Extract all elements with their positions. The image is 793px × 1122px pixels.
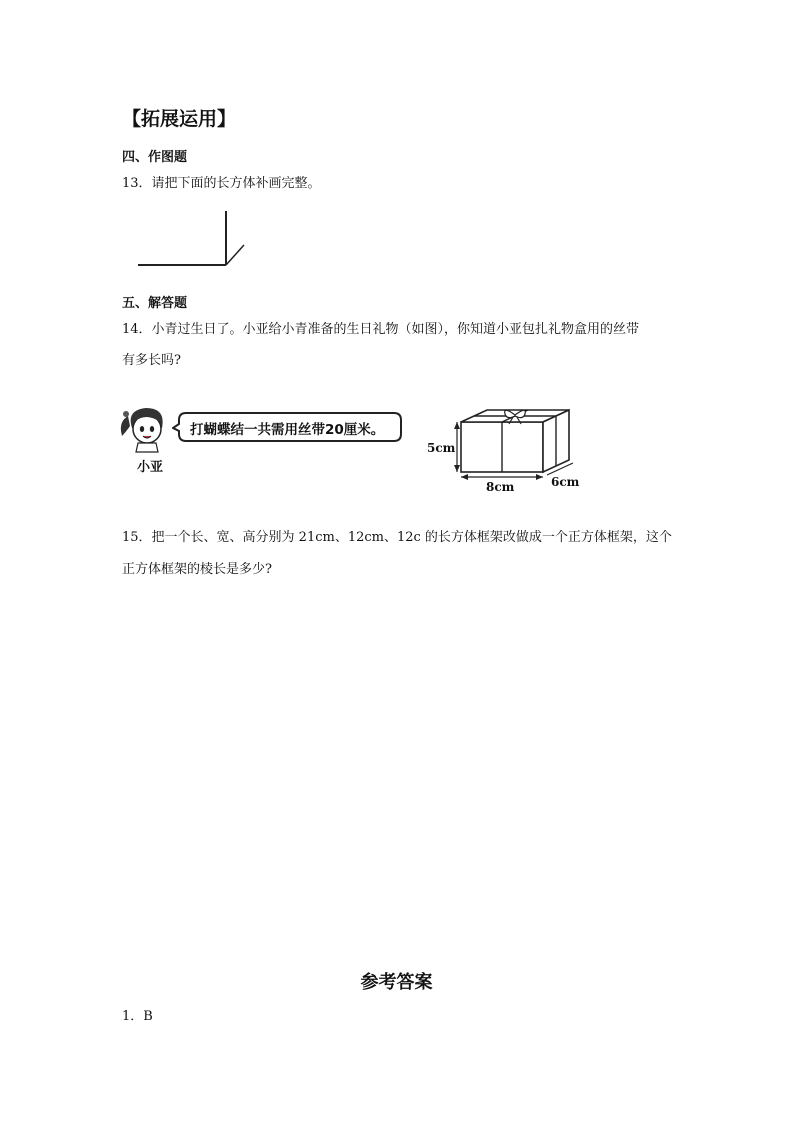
box-width-label: 6cm <box>551 475 580 489</box>
box-height-label: 5cm <box>427 441 456 455</box>
answer-key-title: 参考答案 <box>360 972 433 993</box>
speech-text: 打蝴蝶结一共需用丝带20厘米。 <box>190 422 385 438</box>
question-14-line2: 有多长吗? <box>122 353 181 368</box>
question-15-line2: 正方体框架的棱长是多少? <box>122 562 272 577</box>
section-title: 【拓展运用】 <box>122 108 237 130</box>
incomplete-cuboid-figure <box>130 205 260 275</box>
character-name: 小亚 <box>137 460 164 475</box>
answer-1: 1．B <box>122 1009 153 1024</box>
question-14-line1: 14．小青过生日了。小亚给小青准备的生日礼物（如图），你知道小亚包扎礼物盒用的丝带 <box>122 322 640 337</box>
part4-heading: 四、作图题 <box>122 150 188 165</box>
question-15-line1: 15．把一个长、宽、高分别为 21cm、12cm、12c 的长方体框架改做成一个正方体框架，这个 <box>122 530 672 545</box>
part5-heading: 五、解答题 <box>122 296 188 311</box>
question-13: 13．请把下面的长方体补画完整。 <box>122 176 321 191</box>
box-length-label: 8cm <box>486 480 515 494</box>
